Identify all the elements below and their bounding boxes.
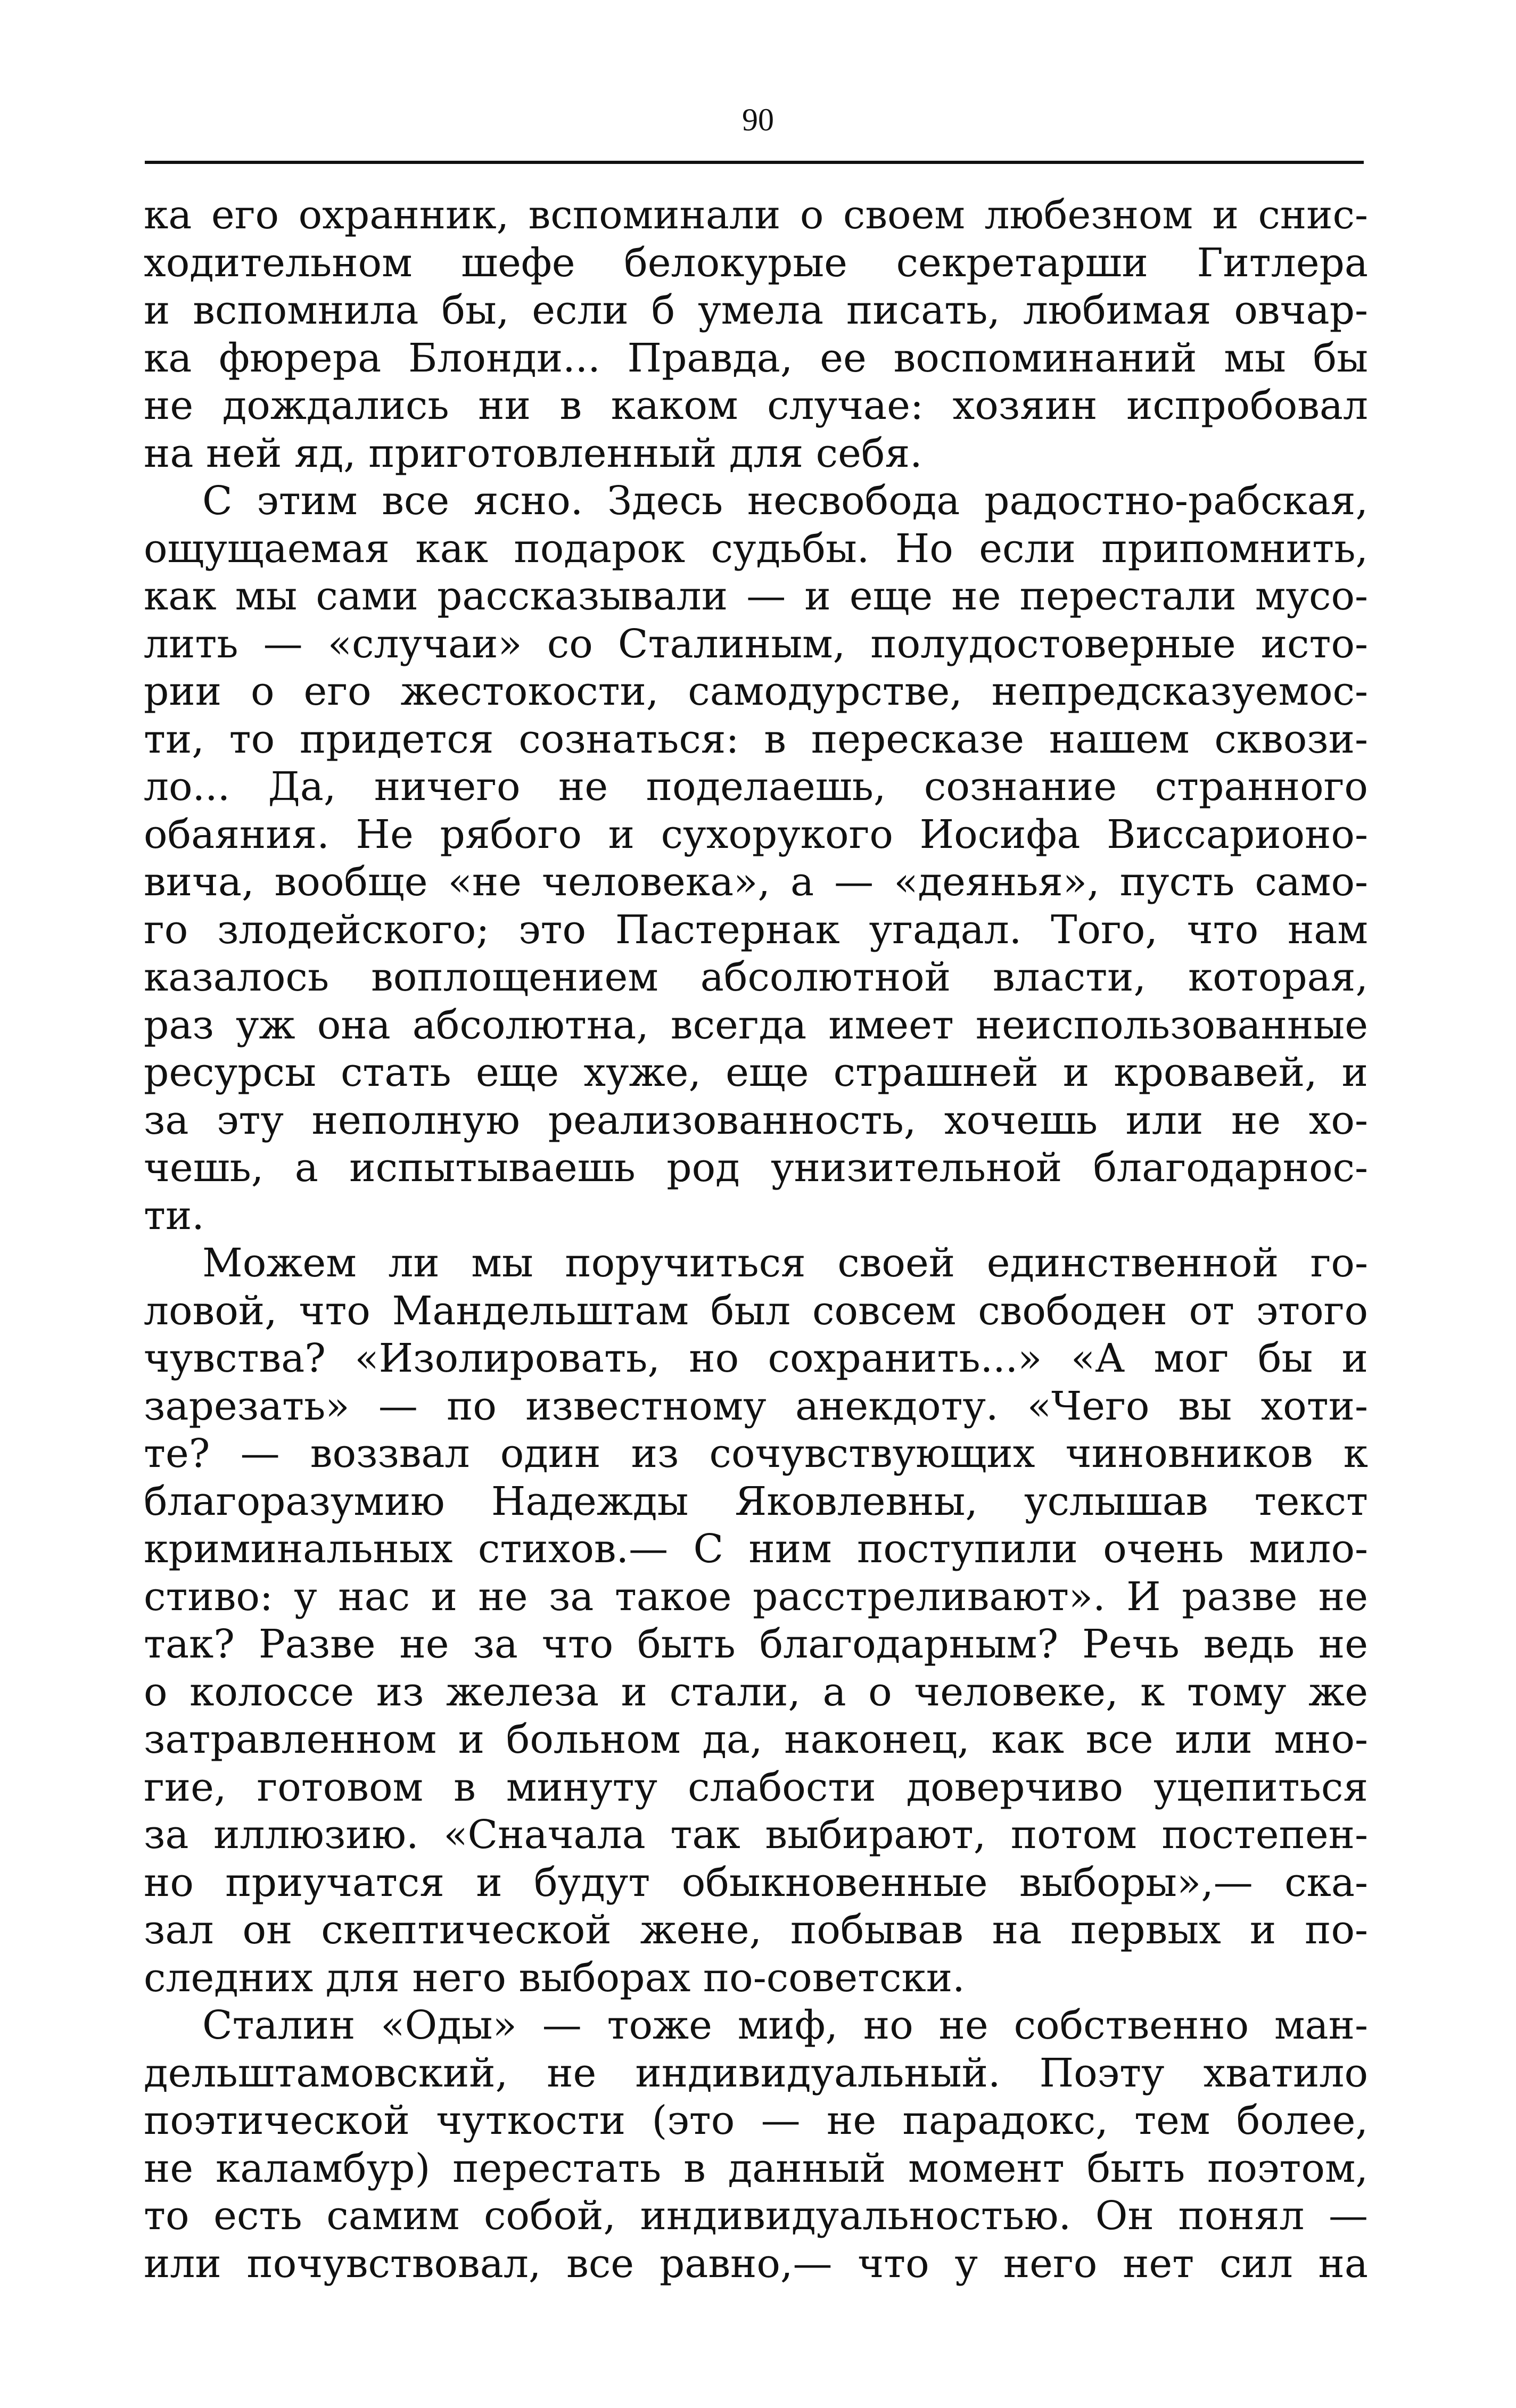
text-line: как мы сами рассказывали — и еще не перестали мусо- (144, 573, 1368, 619)
text-line: зарезать» — по известному анекдоту. «Чего вы хоти- (144, 1383, 1368, 1429)
text-line: чешь, а испытываешь род унизительной благодарнос- (144, 1145, 1368, 1191)
text-line: го злодейского; это Пастернак угадал. Того, что нам (144, 906, 1368, 953)
text-line: затравленном и больном да, наконец, как все или мно- (144, 1717, 1368, 1762)
text-line: о колоссе из железа и стали, а о человеке, к тому же (144, 1669, 1368, 1715)
text-line: ловой, что Мандельштам был совсем свободен от этого (144, 1288, 1368, 1334)
text-line: дельштамовский, не индивидуальный. Поэту хватило (144, 2050, 1368, 2096)
text-line: стиво: у нас и не за такое расстреливают». И разве не (144, 1573, 1368, 1620)
text-line: ощущаемая как подарок судьбы. Но если припомнить, (144, 525, 1368, 572)
text-line: С этим все ясно. Здесь несвобода радостно-рабская, (202, 478, 1368, 524)
paragraph (144, 192, 1368, 477)
text-line: вича, вообще «не человека», а — «деянья», пусть само- (144, 859, 1368, 905)
text-line: казалось воплощением абсолютной власти, которая, (144, 954, 1368, 1000)
paragraph (144, 2002, 1368, 2288)
text-line: раз уж она абсолютна, всегда имеет неиспользованные (144, 1002, 1368, 1048)
text-line: так? Разве не за что быть благодарным? Речь ведь не (144, 1621, 1368, 1667)
text-line: ресурсы стать еще хуже, еще страшней и кровавей, и (144, 1050, 1368, 1095)
paragraph (144, 1240, 1368, 2002)
text-line: ти, то придется сознаться: в пересказе нашем сквози- (144, 716, 1368, 762)
text-line: рии о его жестокости, самодурстве, непредсказуемос- (144, 669, 1368, 714)
text-line: на ней яд, приготовленный для себя. (144, 430, 922, 476)
text-line: не дождались ни в каком случае: хозяин испробовал (144, 383, 1368, 428)
text-line: благоразумию Надежды Яковлевны, услышав текст (144, 1478, 1368, 1524)
page-number: 90 (742, 102, 774, 137)
text-line: ходительном шефе белокурые секретарши Гитлера (144, 240, 1368, 286)
text-line: или почувствовал, все равно,— что у него нет сил на (144, 2240, 1368, 2287)
text-line: следних для него выборах по-советски. (144, 1955, 965, 2001)
header-rule (145, 161, 1364, 164)
text-line: за иллюзию. «Сначала так выбирают, потом постепен- (144, 1812, 1368, 1858)
text-line: но приучатся и будут обыкновенные выборы»,— ска- (144, 1859, 1368, 1906)
text-line: зал он скептической жене, побывав на первых и по- (144, 1907, 1368, 1953)
text-line: то есть самим собой, индивидуальностью. Он понял — (144, 2193, 1368, 2239)
body-text (144, 192, 1368, 2288)
text-line: лить — «случаи» со Сталиным, полудостоверные исто- (144, 621, 1368, 667)
text-line: криминальных стихов.— С ним поступили очень мило- (144, 1526, 1368, 1572)
text-line: не каламбур) перестать в данный момент быть поэтом, (144, 2145, 1368, 2191)
text-line: те? — воззвал один из сочувствующих чиновников к (144, 1431, 1368, 1477)
text-line: за эту неполную реализованность, хочешь или не хо- (144, 1097, 1368, 1143)
text-line: Можем ли мы поручиться своей единственной го- (202, 1240, 1368, 1286)
text-line: чувства? «Изолировать, но сохранить...» «А мог бы и (144, 1335, 1368, 1381)
text-line: ка фюрера Блонди... Правда, ее воспоминаний мы бы (144, 335, 1368, 381)
text-line: ло... Да, ничего не поделаешь, сознание странного (144, 764, 1368, 810)
text-line: и вспомнила бы, если б умела писать, любимая овчар- (144, 287, 1368, 333)
text-line: Сталин «Оды» — тоже миф, но не собственно ман- (202, 2002, 1368, 2048)
text-line: гие, готовом в минуту слабости доверчиво уцепиться (144, 1764, 1368, 1810)
text-line: поэтической чуткости (это — не парадокс, тем более, (144, 2098, 1368, 2143)
text-line: ка его охранник, вспоминали о своем любезном и снис- (144, 192, 1368, 238)
paragraph (144, 477, 1368, 1240)
text-line: обаяния. Не рябого и сухорукого Иосифа Виссарионо- (144, 811, 1368, 857)
text-line: ти. (144, 1192, 204, 1239)
